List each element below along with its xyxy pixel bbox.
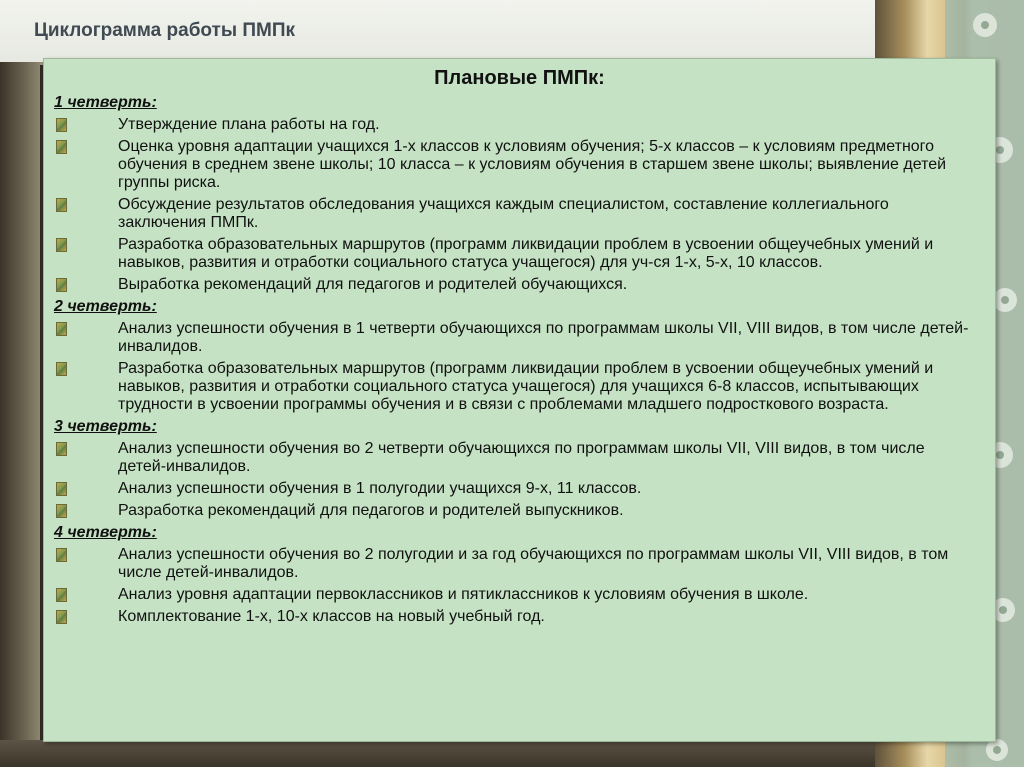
list-item: Оценка уровня адаптации учащихся 1-х классов к условиям обучения; 5-х классов – к условиям предметного обучения в среднем звене школы; 10 класса – к условиям обучения в старшем звене школы; выявление детей группы риска. (54, 138, 974, 192)
quarter-heading-4: 4 четверть: (54, 524, 157, 541)
bullet-icon (56, 118, 67, 132)
quarters-list (54, 94, 974, 630)
bullet-icon (56, 548, 67, 562)
content-panel (43, 58, 996, 742)
quarter-heading-2: 2 четверть: (54, 298, 157, 315)
bullet-icon (56, 238, 67, 252)
bullet-icon (56, 482, 67, 496)
left-decorative-strip (0, 62, 40, 767)
list-item: Разработка рекомендаций для педагогов и родителей выпускников. (54, 502, 974, 520)
list-item: Комплектование 1-х, 10-х классов на новый учебный год. (54, 608, 974, 626)
list-item: Утверждение плана работы на год. (54, 116, 974, 134)
list-item: Выработка рекомендаций для педагогов и родителей обучающихся. (54, 276, 974, 294)
list-item: Анализ успешности обучения в 1 полугодии учащихся 9-х, 11 классов. (54, 480, 974, 498)
list-item: Разработка образовательных маршрутов (программ ликвидации проблем в усвоении общеучебных умений и навыков, развития и отработки социального статуса учащегося) для учащихся 6-8 классов, испытывающих трудности в усвоении программы обучения и в связи с проблемами младшего подросткового возраста. (54, 360, 974, 414)
bullet-icon (56, 278, 67, 292)
list-item: Разработка образовательных маршрутов (программ ликвидации проблем в усвоении общеучебных умений и навыков, развития и отработки социального статуса учащегося) для уч-ся 1-х, 5-х, 10 классов. (54, 236, 974, 272)
list-item: Анализ успешности обучения во 2 полугодии и за год обучающихся по программам школы VII, VIII видов, в том числе детей-инвалидов. (54, 546, 974, 582)
quarter-heading-1: 1 четверть: (54, 94, 157, 111)
panel-title: Плановые ПМПк: (434, 67, 605, 89)
bullet-icon (56, 610, 67, 624)
page-title: Циклограмма работы ПМПк (34, 20, 296, 41)
bullet-icon (56, 198, 67, 212)
bullet-icon (56, 504, 67, 518)
bullet-icon (56, 442, 67, 456)
bullet-icon (56, 362, 67, 376)
list-item: Анализ уровня адаптации первоклассников и пятиклассников к условиям обучения в школе. (54, 586, 974, 604)
bottom-decorative-band (0, 740, 875, 767)
bullet-icon (56, 588, 67, 602)
list-item: Анализ успешности обучения в 1 четверти обучающихся по программам школы VII, VIII видов, в том числе детей-инвалидов. (54, 320, 974, 356)
bullet-icon (56, 322, 67, 336)
quarter-heading-3: 3 четверть: (54, 418, 157, 435)
list-item: Анализ успешности обучения во 2 четверти обучающихся по программам школы VII, VIII видов, в том числе детей-инвалидов. (54, 440, 974, 476)
bullet-icon (56, 140, 67, 154)
list-item: Обсуждение результатов обследования учащихся каждым специалистом, составление коллегиального заключения ПМПк. (54, 196, 974, 232)
